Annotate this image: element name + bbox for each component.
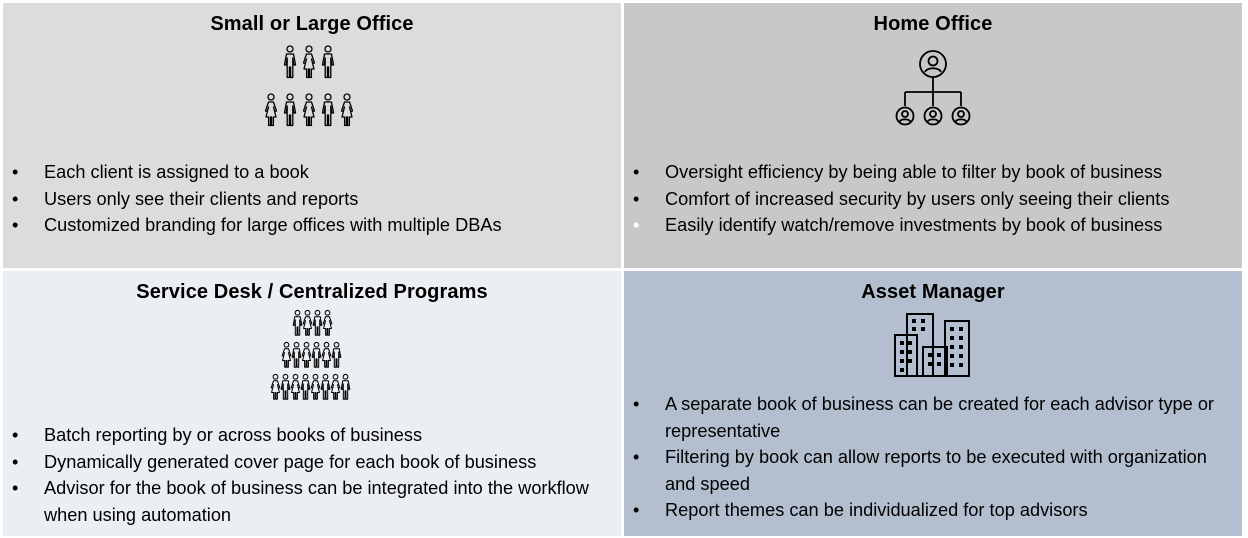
bullet-marker: • xyxy=(633,188,640,209)
list-item-text: Advisor for the book of business can be integrated into the workflow when using automation xyxy=(44,478,589,525)
list-item-text: Filtering by book can allow reports to be executed with organization and speed xyxy=(665,447,1207,494)
list-item xyxy=(633,212,1234,239)
list-item xyxy=(633,444,1234,497)
list-item xyxy=(633,391,1234,444)
asset-manager-title: Asset Manager xyxy=(861,281,1005,303)
service-desk-title: Service Desk / Centralized Programs xyxy=(136,281,488,303)
list-item xyxy=(12,475,613,528)
bullet-marker: • xyxy=(633,500,640,520)
service-desk-bullets xyxy=(12,422,613,528)
list-item xyxy=(12,186,613,213)
bullet-marker: • xyxy=(633,215,640,235)
list-item-text: Dynamically generated cover page for each book of business xyxy=(44,451,537,472)
list-item xyxy=(633,497,1234,524)
bullet-marker: • xyxy=(12,215,19,235)
bullet-marker: • xyxy=(633,447,640,467)
home-office-title: Home Office xyxy=(873,13,993,35)
list-item-text: Batch reporting by or across books of business xyxy=(44,425,423,445)
office-buildings-icon xyxy=(893,311,973,379)
bullet-marker: • xyxy=(12,162,19,182)
quadrant-service-desk xyxy=(3,271,621,536)
bullet-marker: • xyxy=(12,451,19,472)
list-item-text: Oversight efficiency by being able to filter by book of business xyxy=(665,162,1163,182)
crowd-pyramid-icon xyxy=(269,308,355,406)
list-item xyxy=(12,212,613,239)
org-chart-icon xyxy=(893,49,973,129)
list-item xyxy=(12,449,613,476)
list-item-text: Customized branding for large offices with multiple DBAs xyxy=(44,215,502,235)
bullet-marker: • xyxy=(12,478,19,498)
list-item xyxy=(12,159,613,186)
list-item xyxy=(12,422,613,449)
list-item-text: Comfort of increased security by users only seeing their clients xyxy=(665,188,1170,209)
list-item-text: Report themes can be individualized for top advisors xyxy=(665,500,1088,520)
small-office-title: Small or Large Office xyxy=(210,13,414,35)
quadrant-home-office xyxy=(624,3,1242,268)
small-office-bullets xyxy=(12,159,613,239)
bullet-marker: • xyxy=(12,188,19,209)
bullet-marker: • xyxy=(633,394,640,414)
list-item-text: Users only see their clients and reports xyxy=(44,188,359,209)
quadrant-small-office xyxy=(3,3,621,268)
bullet-marker: • xyxy=(12,425,19,445)
list-item xyxy=(633,186,1234,213)
quadrant-asset-manager xyxy=(624,271,1242,536)
list-item xyxy=(633,159,1234,186)
list-item-text: A separate book of business can be created for each advisor type or representative xyxy=(665,394,1214,441)
list-item-text: Easily identify watch/remove investments by book of business xyxy=(665,215,1163,235)
list-item-text: Each client is assigned to a book xyxy=(44,162,309,182)
bullet-marker: • xyxy=(633,162,640,182)
home-office-bullets xyxy=(633,159,1234,239)
asset-manager-bullets xyxy=(633,391,1234,524)
group-of-people-icon xyxy=(263,43,361,137)
